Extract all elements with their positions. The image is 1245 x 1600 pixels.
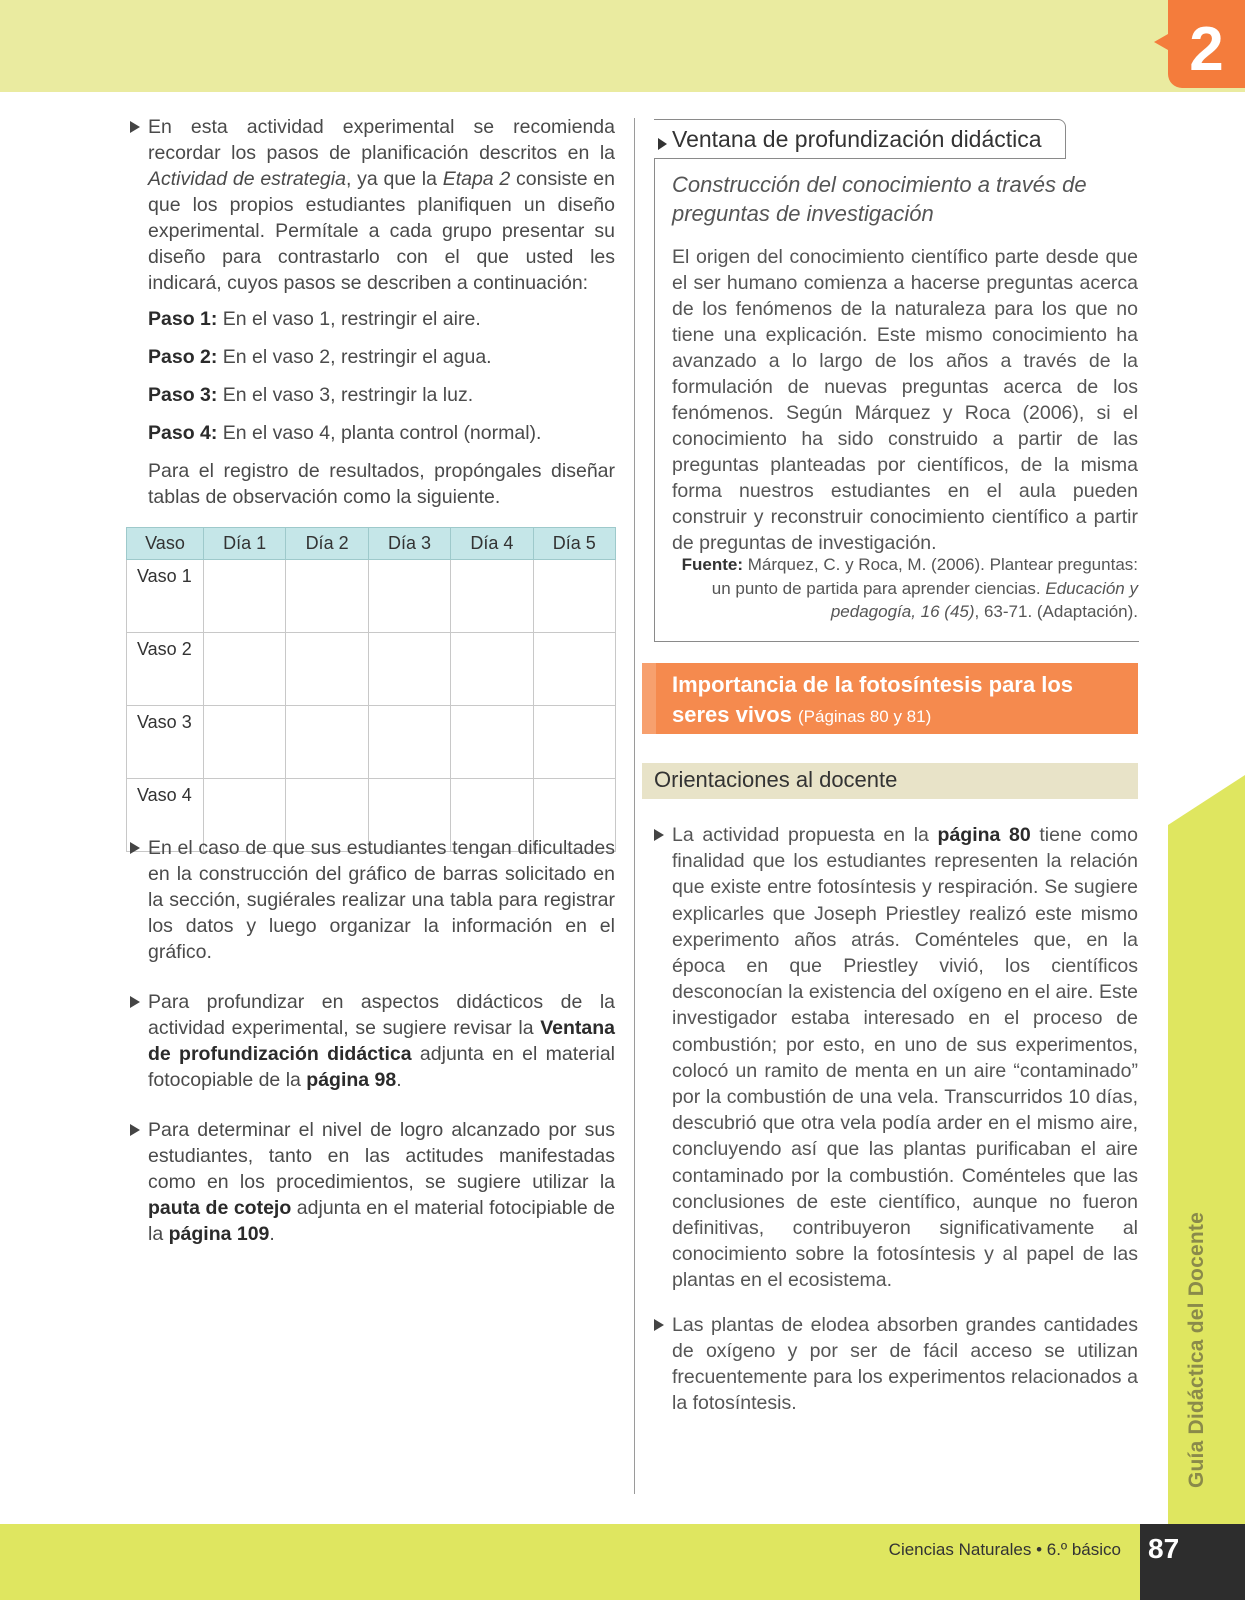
step-2: Paso 2: En el vaso 2, restringir el agua.	[148, 346, 492, 368]
row-label: Vaso 4	[127, 779, 204, 852]
bullet-icon	[654, 1319, 664, 1331]
bullet-icon	[130, 996, 140, 1008]
column-header: Día 2	[286, 528, 368, 560]
table-header-row	[127, 528, 616, 560]
bullet-pauta-tip: Para determinar el nivel de logro alcanzado por sus estudiantes, tanto en las actitudes manifestadas como en los procedimientos, se sugiere utilizar la pauta de cotejo adjunta en el material fotocipiable de la página 109.	[130, 1117, 615, 1247]
footer-subject: Ciencias Naturales • 6.º básico	[888, 1540, 1121, 1559]
sidebar-title: Guía Didáctica del Docente	[1185, 1212, 1208, 1488]
bullet-icon	[130, 1124, 140, 1136]
step-3: Paso 3: En el vaso 3, restringir la luz.	[148, 384, 474, 406]
column-header: Día 3	[368, 528, 450, 560]
bullet-icon	[654, 829, 664, 841]
left-column	[130, 114, 615, 522]
triangle-icon	[658, 138, 667, 150]
column-header: Vaso	[127, 528, 204, 560]
orientaciones-list	[654, 822, 1138, 1434]
column-header: Día 1	[204, 528, 286, 560]
row-label: Vaso 2	[127, 633, 204, 706]
bullet-ventana-tip: Para profundizar en aspectos didácticos de la actividad experimental, se sugiere revisar la Ventana de profundización didáctica adjunta en el material fotocopiable de la página 98.	[130, 989, 615, 1093]
orientaciones-title: Orientaciones al docente	[654, 767, 898, 792]
bullet-icon	[130, 121, 140, 133]
intro-paragraph: En esta actividad experimental se recomienda recordar los pasos de planificación descritos en la Actividad de estrategia, ya que la Etapa 2 consiste en que los propios estudiantes planifiquen un diseño experimental. Permítale a cada grupo presentar su diseño para contrastarlo con el que usted les indicará, cuyos pasos se describen a continuación:	[130, 114, 615, 296]
section-title: Importancia de la fotosíntesis para los seres vivos (Páginas 80 y 81)	[672, 672, 1073, 727]
section-pages: (Páginas 80 y 81)	[798, 707, 932, 726]
orientacion-item: La actividad propuesta en la página 80 tiene como finalidad que los estudiantes representen la relación que existe entre fotosíntesis y respiración. Se sugiere explicarles que Joseph Priestley realizó este mismo experimento años atrás. Coménteles que, en la época en que Priestley vivió, los científicos desconocían la existencia del oxígeno en el aire. Este investigador estaba interesado en el proceso de combustión; por esto, en uno de sus experimentos, colocó un ramito de menta en un aire “contaminado” por la combustión de una vela. Transcurridos 10 días, descubrió que otra vela podía arder en el mismo aire, concluyendo así que las plantas purificaban el aire contaminado por la combustión. Coménteles que las conclusiones de este científico, aunque no fueron definitivas, contribuyeron significativamente al conocimiento sobre la fotosíntesis y al papel de las plantas en el ecosistema.	[654, 822, 1138, 1294]
table-row	[127, 560, 616, 633]
step-1: Paso 1: En el vaso 1, restringir el aire.	[148, 308, 481, 330]
ventana-source: Fuente: Márquez, C. y Roca, M. (2006). Plantear preguntas: un punto de partida para aprender ciencias. Educación y pedagogía, 16 (45), 63-71. (Adaptación).	[681, 555, 1138, 621]
table-intro: Para el registro de resultados, propóngales diseñar tablas de observación como la siguiente.	[148, 460, 615, 508]
row-label: Vaso 1	[127, 560, 204, 633]
column-divider	[634, 118, 635, 1494]
bullet-graph-tip: En el caso de que sus estudiantes tengan dificultades en la construcción del gráfico de barras solicitado en la sección, sugiérales realizar una tabla para registrar los datos y luego organizar la información en el gráfico.	[130, 835, 615, 965]
orientacion-item: Las plantas de elodea absorben grandes cantidades de oxígeno y por ser de fácil acceso se utilizan frecuentemente para los experimentos relacionados a la fotosíntesis.	[654, 1312, 1138, 1417]
ventana-subtitle: Construcción del conocimiento a través de preguntas de investigación	[672, 172, 1087, 226]
observation-table	[126, 527, 616, 852]
step-4: Paso 4: En el vaso 4, planta control (normal).	[148, 422, 542, 444]
table-row	[127, 706, 616, 779]
table-row	[127, 633, 616, 706]
ventana-title: Ventana de profundización didáctica	[672, 126, 1042, 152]
column-header: Día 5	[533, 528, 615, 560]
column-header: Día 4	[451, 528, 533, 560]
bullet-icon	[130, 842, 140, 854]
header-band	[0, 0, 1245, 92]
page-number: 87	[1140, 1524, 1245, 1600]
chapter-number: 2	[1189, 15, 1224, 84]
ventana-body: El origen del conocimiento científico parte desde que el ser humano comienza a hacerse preguntas acerca de los fenómenos de la naturaleza para los que no tiene una explicación. Este mismo conocimiento ha avanzado a lo largo de los años a través de la formulación de nuevas preguntas acerca de los fenómenos. Según Márquez y Roca (2006), si el conocimiento ha sido construido a partir de las preguntas planteadas por científicos, de la misma forma nuestros estudiantes en el aula pueden construir y reconstruir conocimiento científico a partir de preguntas de investigación.	[672, 246, 1138, 554]
row-label: Vaso 3	[127, 706, 204, 779]
left-column-lower	[130, 835, 615, 1271]
chapter-tab	[1168, 0, 1245, 88]
